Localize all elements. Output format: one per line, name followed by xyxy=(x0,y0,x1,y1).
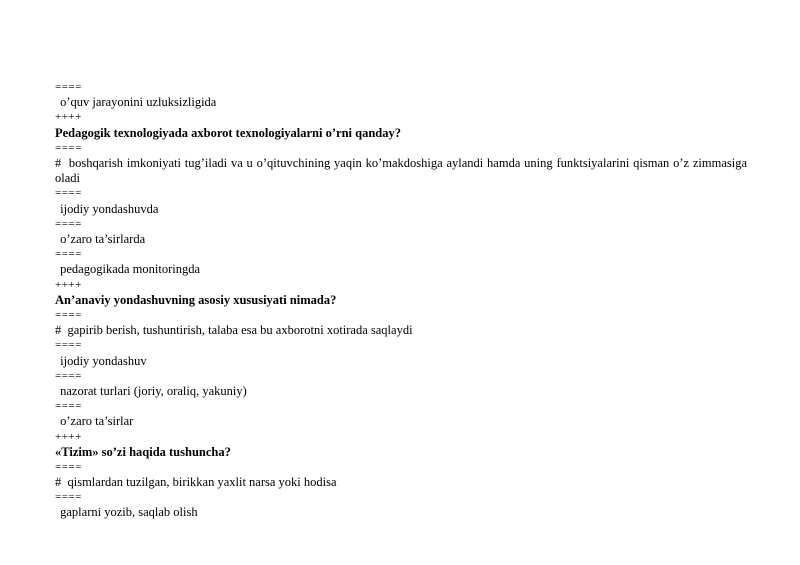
answer-option: nazorat turlari (joriy, oraliq, yakuniy) xyxy=(57,383,247,398)
answer-separator: ==== xyxy=(55,217,82,230)
answer-option: pedagogikada monitoringda xyxy=(57,262,201,277)
answer-separator: ==== xyxy=(55,460,82,473)
answer-option: o’quv jarayonini uzluksizligida xyxy=(57,95,217,110)
answer-separator: ==== xyxy=(55,491,82,504)
correct-answer-option: # qismlardan tuzilgan, birikkan yaxlit narsa yoki hodisa xyxy=(55,475,337,490)
answer-option: o’zaro ta’sirlar xyxy=(57,414,134,429)
answer-separator: ==== xyxy=(55,187,82,200)
answer-option: o’zaro ta’sirlarda xyxy=(57,231,146,246)
question-separator: ++++ xyxy=(55,111,82,124)
answer-separator: ==== xyxy=(55,400,82,413)
question-title: An’anaviy yondashuvning asosiy xususiyati nimada? xyxy=(55,292,337,307)
question-title: «Tizim» so’zi haqida tushuncha? xyxy=(55,444,231,459)
answer-separator: ==== xyxy=(55,369,82,382)
question-separator: ++++ xyxy=(55,430,82,443)
correct-answer-option: # boshqarish imkoniyati tug’iladi va u o’qituvchining yaqin ko’makdoshiga aylandi hamda uning funktsiyalarini qisman o’z zimmasiga oladi xyxy=(55,155,751,186)
answer-separator: ==== xyxy=(55,339,82,352)
question-separator: ++++ xyxy=(55,278,82,291)
answer-separator: ==== xyxy=(55,248,82,261)
answer-separator: ==== xyxy=(55,81,82,93)
correct-answer-option: # gapirib berish, tushuntirish, talaba esa bu axborotni xotirada saqlaydi xyxy=(55,323,413,338)
answer-option: gaplarni yozib, saqlab olish xyxy=(57,505,198,520)
answer-separator: ==== xyxy=(55,308,82,321)
test-questions-document xyxy=(55,80,751,521)
question-title: Pedagogik texnologiyada axborot texnologiyalarni o’rni qanday? xyxy=(55,125,401,140)
answer-option: ijodiy yondashuv xyxy=(57,353,147,368)
answer-separator: ==== xyxy=(55,141,82,154)
answer-option: ijodiy yondashuvda xyxy=(57,201,159,216)
